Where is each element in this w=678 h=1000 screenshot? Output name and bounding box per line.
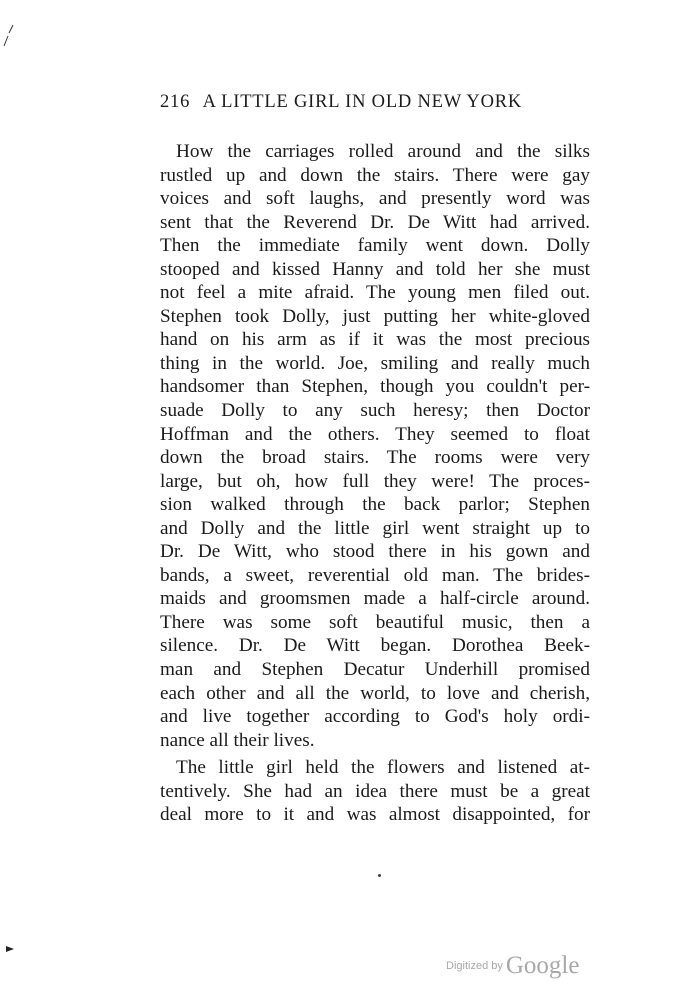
- text-line: There was some soft beautiful music, then a: [160, 611, 590, 633]
- text-line: silence. Dr. De Witt began. Dorothea Beek-: [160, 635, 590, 657]
- text-line: Hoffman and the others. They seemed to float: [160, 423, 590, 445]
- text-line: hand on his arm as if it was the most precious: [160, 329, 590, 351]
- text-line: maids and groomsmen made a half-circle around.: [160, 588, 590, 610]
- text-line: sion walked through the back parlor; Stephen: [160, 494, 590, 516]
- text-line: and live together according to God's holy ordi-: [160, 706, 590, 728]
- text-line: not feel a mite afraid. The young men filed out.: [160, 282, 590, 304]
- text-line: Dr. De Witt, who stood there in his gown and: [160, 541, 590, 563]
- text-line: Stephen took Dolly, just putting her white-gloved: [160, 305, 590, 327]
- text-line: nance all their lives.: [160, 729, 315, 751]
- text-line: large, but oh, how full they were! The proces-: [160, 470, 590, 492]
- text-line: sent that the Reverend Dr. De Witt had arrived.: [160, 211, 590, 233]
- text-line: thing in the world. Joe, smiling and really much: [160, 352, 590, 374]
- digitized-watermark: [446, 952, 579, 980]
- text-line: How the carriages rolled around and the silks: [176, 141, 590, 162]
- scan-speck: [378, 874, 381, 877]
- running-header: [160, 92, 560, 113]
- paragraph: [160, 140, 590, 752]
- paragraph: [160, 756, 590, 827]
- page-edge-mark: [2, 22, 16, 48]
- watermark-google-text: Google: [505, 952, 580, 979]
- running-title: A LITTLE GIRL IN OLD NEW YORK: [202, 92, 523, 112]
- text-line: bands, a sweet, reverential old man. The brides-: [160, 564, 590, 586]
- text-line: each other and all the world, to love and cherish,: [160, 682, 590, 704]
- watermark-small-text: Digitized by: [446, 960, 503, 972]
- body-text: [160, 140, 590, 827]
- text-line: The little girl held the flowers and listened at-: [176, 757, 590, 779]
- text-line: stooped and kissed Hanny and told her she must: [160, 258, 590, 280]
- text-line: voices and soft laughs, and presently word was: [160, 188, 590, 210]
- page-number: 216: [160, 92, 191, 112]
- text-line: deal more to it and was almost disappointed, for: [160, 804, 590, 826]
- text-line: Then the immediate family went down. Dolly: [160, 235, 590, 257]
- text-line: suade Dolly to any such heresy; then Doctor: [160, 400, 590, 422]
- margin-arrow-mark: [6, 946, 14, 952]
- text-line: and Dolly and the little girl went straight up to: [160, 517, 590, 539]
- text-line: rustled up and down the stairs. There were gay: [160, 164, 590, 186]
- text-line: tentively. She had an idea there must be a great: [160, 780, 590, 802]
- text-line: man and Stephen Decatur Underhill promised: [160, 659, 590, 681]
- text-line: down the broad stairs. The rooms were very: [160, 447, 590, 469]
- text-line: handsomer than Stephen, though you couldn't per-: [160, 376, 590, 398]
